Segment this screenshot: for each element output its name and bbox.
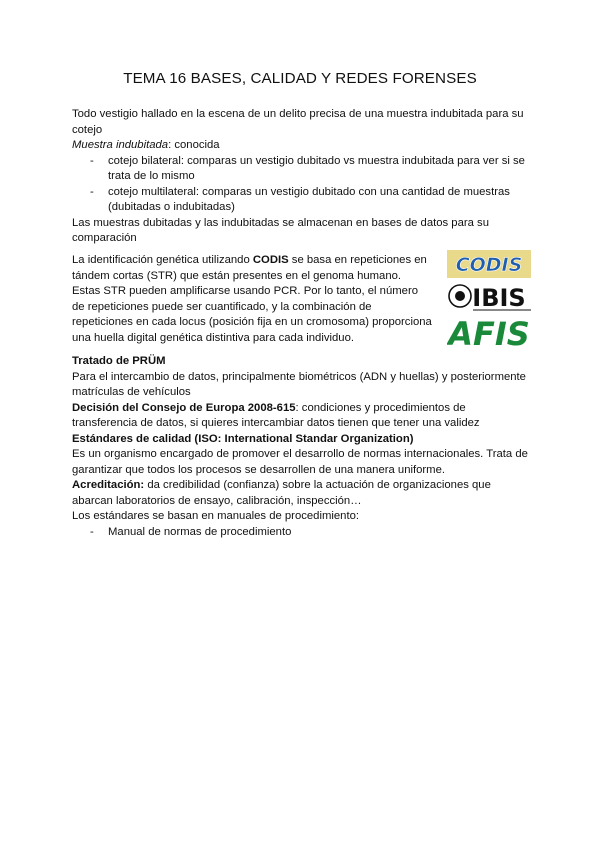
acreditacion-bold: Acreditación: [72,479,145,491]
legal-section [72,354,532,540]
afis-logo-graphic [447,314,531,350]
estandares-heading-text: Estándares de calidad (ISO: International Standar Organization) [72,432,414,445]
page-title: TEMA 16 BASES, CALIDAD Y REDES FORENSES [123,70,477,87]
list-item-text: Manual de normas de procedimiento [108,525,292,538]
codis-logo-graphic [447,250,531,278]
cotejo-list [72,154,532,216]
codis-bold: CODIS [252,254,289,266]
codis-paragraph [72,253,432,346]
afis-logo-text: AFIS [448,315,530,350]
intro-section [72,107,532,247]
list-item-text: cotejo bilateral: comparas un vestigio dubitado vs muestra indubitada para ver si se trata de lo mismo [108,154,525,182]
manuales-paragraph: Los estándares se basan en manuales de procedimiento: [72,510,360,522]
list-item [72,154,532,185]
dash-bullet: - [90,185,94,198]
codis-post-text: se basa en repeticiones en tándem cortas (STR) que están presentes en el genoma humano. Estas STR pueden amplificarse usando PCR. Por lo tanto, el número de repeticiones puede ser cuantificado, y la combinación de repeticiones en cada locus (posición fija en un cromosoma) proporciona una huella digital genética distintiva para cada individuo. [72,254,432,344]
decision-paragraph [72,401,532,432]
codis-section [72,253,432,346]
codis-pre-text: La identificación genética utilizando [72,254,253,266]
acreditacion-text: da credibilidad (confianza) sobre la actuación de organizaciones que abarcan laboratorios de ensayo, calibración, inspección… [72,479,491,507]
muestra-line [72,138,532,154]
almacen-paragraph: Las muestras dubitadas y las indubitadas se almacenan en bases de datos para su comparación [72,216,489,244]
muestra-label: Muestra indubitada [72,139,169,151]
estandares-heading [72,432,532,448]
intro-paragraph: Todo vestigio hallado en la escena de un delito precisa de una muestra indubitada para su cotejo [72,108,524,136]
list-item-text: cotejo multilateral: comparas un vestigio dubitado con una cantidad de muestras (dubitadas o indubitadas) [108,185,510,213]
manual-list [72,525,532,541]
dash-bullet: - [90,525,94,538]
ibis-logo-seal-core [455,291,465,301]
decision-bold: Decisión del Consejo de Europa 2008-615 [72,401,296,414]
prum-paragraph: Para el intercambio de datos, principalmente biométricos (ADN y huellas) y posteriormente matrículas de vehículos [72,370,526,398]
dash-bullet: - [90,154,94,167]
ibis-logo [447,282,531,312]
ibis-logo-text: IBIS [472,284,526,312]
prum-heading [72,354,532,370]
afis-logo [447,314,531,350]
muestra-value: : conocida [168,139,220,151]
list-item [72,525,532,541]
list-item [72,185,532,216]
ibis-logo-graphic [447,282,531,312]
logos-column [447,250,531,350]
decision-text: : condiciones y procedimientos de transferencia de datos, si quieres intercambiar datos tienen que tener una validez [72,401,480,429]
codis-logo [447,250,531,278]
acreditacion-paragraph [72,478,532,509]
iso-paragraph: Es un organismo encargado de promover el desarrollo de normas internacionales. Trata de garantizar que todos los procesos se desarrollen de una manera uniforme. [72,448,528,476]
codis-logo-text: CODIS [455,254,523,276]
prum-heading-text: Tratado de PRÜM [72,355,166,367]
